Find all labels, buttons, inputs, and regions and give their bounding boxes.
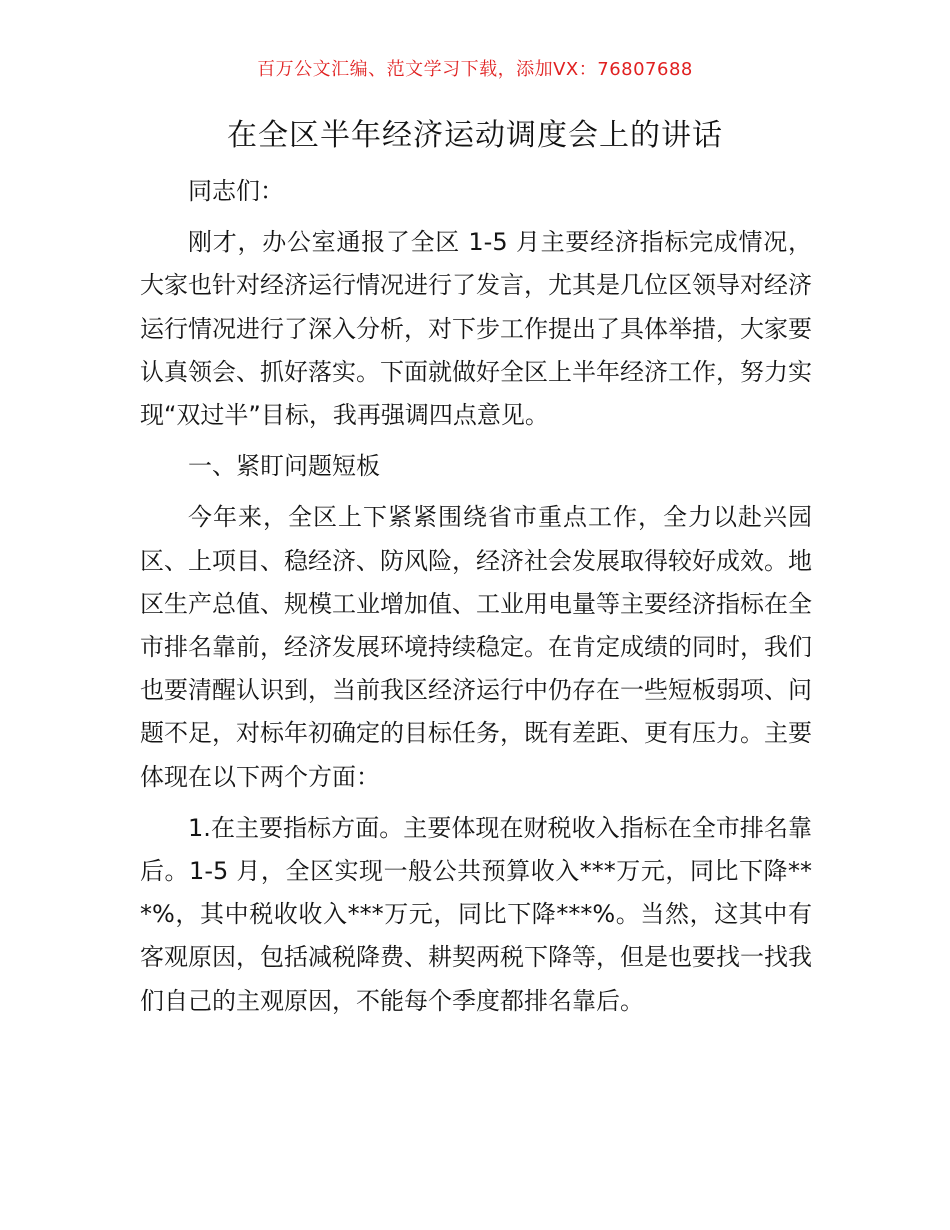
watermark-banner: 百万公文汇编、范文学习下载，添加VX：76807688 <box>257 59 693 80</box>
paragraph-overview: 今年来，全区上下紧紧围绕省市重点工作，全力以赴兴园区、上项目、稳经济、防风险，经济社会发展取得较好成效。地区生产总值、规模工业增加值、工业用电量等主要经济指标在全市排名靠前，经济发展环境持续稳定。在肯定成绩的同时，我们也要清醒认识到，当前我区经济运行中仍存在一些短板弱项、问题不足，对标年初确定的目标任务，既有差距、更有压力。主要体现在以下两个方面： <box>140 503 812 791</box>
page-title: 在全区半年经济运动调度会上的讲话 <box>227 118 723 153</box>
paragraph-intro: 刚才，办公室通报了全区 1-5 月主要经济指标完成情况，大家也针对经济运行情况进行了发言，尤其是几位区领导对经济运行情况进行了深入分析，对下步工作提出了具体举措，大家要认真领会、抓好落实。下面就做好全区上半年经济工作，努力实现“双过半”目标，我再强调四点意见。 <box>140 228 812 430</box>
greeting: 同志们： <box>188 177 284 205</box>
paragraph-indicators: 1.在主要指标方面。主要体现在财税收入指标在全市排名靠后。1-5 月，全区实现一般公共预算收入***万元，同比下降***%，其中税收收入***万元，同比下降***%。当然，这其中有客观原因，包括减税降费、耕契两税下降等，但是也要找一找我们自己的主观原因，不能每个季度都排名靠后。 <box>140 813 812 1015</box>
section-heading-1: 一、紧盯问题短板 <box>188 452 380 481</box>
document-body <box>140 170 812 1031</box>
